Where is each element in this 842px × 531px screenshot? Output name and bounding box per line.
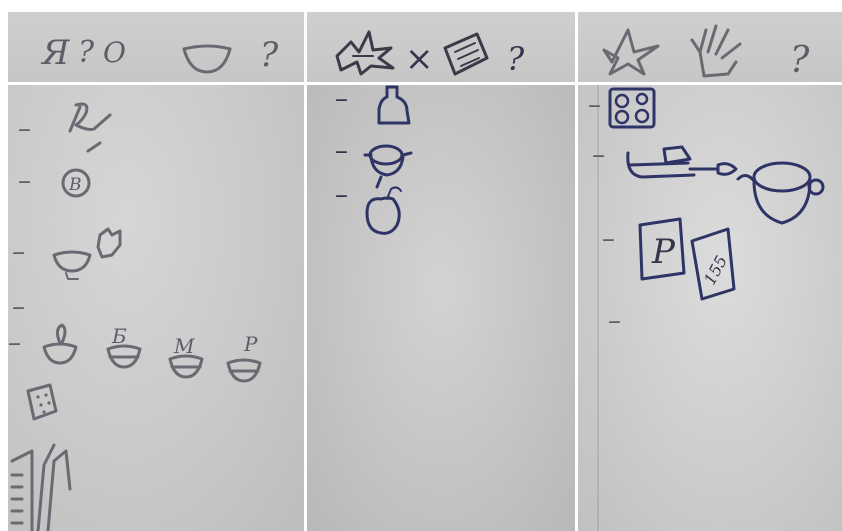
circled-letter-icon: [63, 170, 89, 196]
column-2-header: [307, 12, 575, 82]
header-3-glyph-question: ?: [790, 40, 810, 81]
dotted-card-icon: [28, 385, 56, 419]
bowl-letter-b: Б: [112, 324, 127, 348]
row-1-3-marker: –: [12, 237, 25, 267]
column-1-body-sketch: [8, 85, 304, 531]
apple-icon: [367, 187, 401, 233]
header-2-glyph-times: ×: [405, 39, 434, 79]
row-2-2-marker: –: [335, 136, 348, 166]
column-3-header: [578, 12, 842, 82]
framed-letter-icon: [640, 219, 734, 299]
header-1-glyph-question-2: ?: [260, 35, 279, 75]
row-3-1-marker: –: [588, 90, 601, 120]
header-1-glyph-question-1: ?: [78, 35, 95, 70]
bowl-with-animal-icon: [54, 229, 120, 279]
book-icon: [445, 34, 487, 74]
column-3-body-sketch: [578, 85, 842, 531]
column-2-body: [307, 85, 575, 531]
column-3-header-sketch: [578, 12, 842, 82]
framed-letter: P: [652, 232, 675, 272]
circled-letter: В: [69, 175, 82, 195]
column-2-header-sketch: [307, 12, 575, 82]
header-1-glyph-ya: Я: [42, 33, 70, 73]
row-1-4-marker: –: [12, 292, 25, 322]
column-1-header: [8, 12, 304, 82]
bowl-letter-r: Р: [244, 332, 258, 356]
splat-icon: [337, 32, 393, 74]
header-1-glyph-o: О: [103, 36, 126, 69]
column-2-body-sketch: [307, 85, 575, 531]
hand-icon: [692, 26, 740, 76]
column-1-body: [8, 85, 304, 531]
pot-icon: [365, 146, 411, 187]
row-3-3-marker: –: [602, 224, 615, 254]
scribble-icon: [70, 104, 110, 151]
row-1-1-marker: –: [18, 114, 31, 144]
column-3-body: [578, 85, 842, 531]
row-2-1-marker: –: [335, 85, 348, 114]
framed-note: 155: [699, 252, 732, 289]
row-2-3-marker: –: [335, 180, 348, 210]
row-1-5-marker: –: [8, 328, 21, 358]
header-2-glyph-question: ?: [507, 40, 525, 78]
bottle-icon: [379, 87, 409, 123]
bowl-icon: [184, 46, 230, 72]
row-1-2-marker: –: [18, 166, 31, 196]
star-icon: [604, 30, 658, 74]
tools-and-pot-icon: [628, 147, 823, 223]
lettered-bowls-icon: [44, 324, 260, 381]
hand-and-ruler-icon: [12, 445, 70, 531]
row-3-4-marker: –: [608, 306, 621, 336]
column-1-header-sketch: [8, 12, 304, 82]
row-3-2-marker: –: [592, 140, 605, 170]
stove-top-icon: [610, 89, 654, 127]
bowl-letter-m: М: [174, 334, 195, 358]
